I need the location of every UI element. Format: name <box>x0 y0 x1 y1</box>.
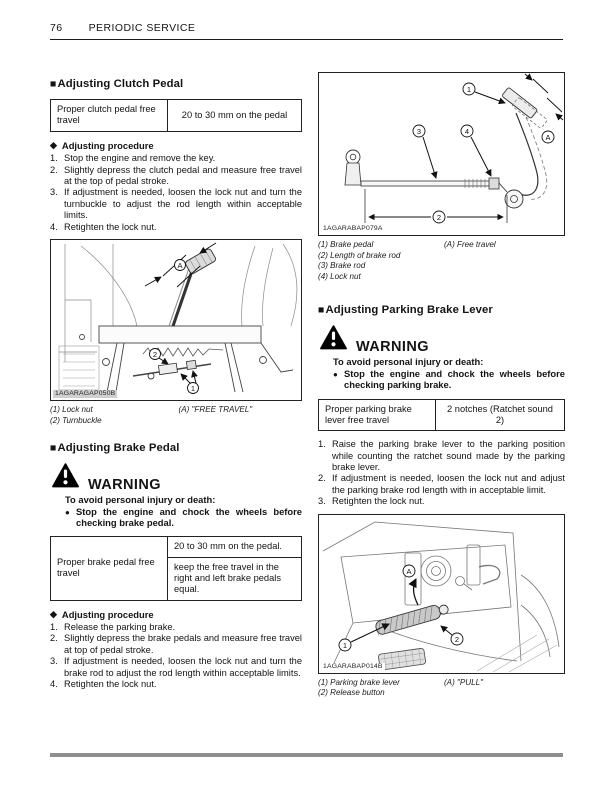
square-bullet-icon: ■ <box>50 78 57 90</box>
warning-title: WARNING <box>88 477 161 494</box>
brake-warning <box>50 463 302 528</box>
step-text: Retighten the lock nut. <box>332 496 425 507</box>
caption-item: (A) "FREE TRAVEL" <box>178 404 253 414</box>
list-item <box>318 496 565 507</box>
step-text: Slightly depress the clutch pedal and measure free travel at the top of pedal stroke. <box>64 164 302 186</box>
step-number: 2. <box>50 633 58 644</box>
warning-bullet-text: Stop the engine and chock the wheels before checking brake pedal. <box>76 505 302 528</box>
brake-procedure-heading <box>50 609 302 621</box>
parking-warning <box>318 325 565 390</box>
list-item <box>50 633 302 656</box>
annotation-4: 4 <box>464 126 470 136</box>
annotation-2: 2 <box>436 212 442 222</box>
annotation-2: 2 <box>152 349 158 359</box>
page-header <box>50 22 563 40</box>
annotation-3: 3 <box>416 126 422 136</box>
annotation-A: A <box>406 566 412 576</box>
annotation-1: 1 <box>190 383 196 393</box>
brake-section-heading <box>50 442 302 454</box>
step-text: If adjustment is needed, loosen the lock nut and adjust the parking brake rod length with in acceptable limit. <box>332 473 565 495</box>
step-number: 4. <box>50 679 58 690</box>
footer-rule <box>50 753 563 757</box>
spec-value-cell: 20 to 30 mm on the pedal. <box>168 537 302 557</box>
clutch-spec-table <box>50 99 302 132</box>
list-item <box>50 656 302 679</box>
step-number: 1. <box>318 439 326 450</box>
caption-item: (2) Turnbuckle <box>50 415 102 425</box>
caption-item: (1) Lock nut <box>50 404 93 414</box>
left-column <box>50 78 302 696</box>
warning-lead: To avoid personal injury or death: <box>333 356 484 368</box>
list-item <box>318 473 565 496</box>
step-text: If adjustment is needed, loosen the lock nut and turn the turnbuckle to adjust the rod length within acceptable limits. <box>64 187 302 221</box>
list-item <box>50 165 302 188</box>
step-number: 1. <box>50 153 58 164</box>
spec-label-cell: Proper parking brake lever free travel <box>319 399 436 431</box>
bullet-icon: ● <box>333 369 338 379</box>
caption-item: (2) Length of brake rod <box>318 250 401 260</box>
spec-value-cell: 2 notches (Ratchet sound 2) <box>436 399 565 431</box>
clutch-pedal-drawing <box>51 240 301 400</box>
right-column <box>318 70 565 715</box>
brake-rod-figure <box>318 72 565 236</box>
parking-brake-drawing <box>319 515 564 673</box>
figure-code: 1AGARABAP079A <box>323 225 383 232</box>
diamond-bullet-icon: ◆ <box>50 139 57 150</box>
brake-steps <box>50 622 302 690</box>
table-row <box>51 100 302 132</box>
annotation-1: 1 <box>466 84 472 94</box>
clutch-procedure-heading <box>50 140 302 152</box>
square-bullet-icon: ■ <box>318 304 325 317</box>
header-rule <box>50 39 563 40</box>
step-number: 3. <box>318 496 326 507</box>
list-item <box>318 439 565 473</box>
warning-title: WARNING <box>356 339 429 356</box>
caption-item: (2) Release button <box>318 688 385 698</box>
caption-item: (1) Brake pedal <box>318 240 374 249</box>
clutch-section-heading <box>50 78 302 90</box>
step-text: Slightly depress the brake pedals and measure free travel at top of pedal stroke. <box>64 633 302 655</box>
warning-bullet <box>333 368 565 391</box>
warning-lead: To avoid personal injury or death: <box>65 494 216 506</box>
warning-triangle-icon <box>52 463 79 493</box>
clutch-steps <box>50 153 302 233</box>
spec-value-cell: keep the free travel in the right and left brake pedals equal. <box>168 557 302 600</box>
table-row <box>319 399 565 431</box>
step-text: Release the parking brake. <box>64 622 176 633</box>
step-number: 4. <box>50 221 58 232</box>
procedure-label: Adjusting procedure <box>61 608 154 620</box>
figure-code: 1AGARAGAP050B <box>55 389 116 397</box>
diamond-bullet-icon: ◆ <box>50 608 57 619</box>
parking-section-heading <box>318 304 565 316</box>
step-text: Stop the engine and remove the key. <box>64 153 216 164</box>
step-text: Raise the parking brake lever to the parking position while counting the ratchet sound made by the parking brake lever. <box>332 439 565 472</box>
parking-brake-figure <box>318 514 565 674</box>
parking-spec-table <box>318 399 565 432</box>
bullet-icon: ● <box>65 507 70 517</box>
list-item <box>50 153 302 164</box>
square-bullet-icon: ■ <box>50 442 57 455</box>
parking-steps <box>318 439 565 507</box>
warning-bullet-text: Stop the engine and chock the wheels before checking parking brake. <box>344 367 565 391</box>
caption-item: (3) Brake rod <box>318 261 366 271</box>
brake-spec-table <box>50 536 302 600</box>
spec-value-cell: 20 to 30 mm on the pedal <box>168 100 302 132</box>
parking-figure-caption <box>318 678 565 699</box>
step-number: 2. <box>318 473 326 484</box>
warning-bullet <box>65 506 302 529</box>
spec-label-cell: Proper brake pedal free travel <box>51 537 168 600</box>
parking-heading-text: Adjusting Parking Brake Lever <box>325 304 493 317</box>
caption-item: (4) Lock nut <box>318 271 361 281</box>
annotation-A: A <box>177 260 183 270</box>
step-number: 3. <box>50 187 58 198</box>
clutch-figure-caption <box>50 405 302 426</box>
step-number: 3. <box>50 656 58 667</box>
clutch-pedal-figure <box>50 239 302 401</box>
list-item <box>50 187 302 221</box>
brake-rod-drawing <box>319 73 564 235</box>
step-text: If adjustment is needed, loosen the lock nut and turn the brake rod to adjust the rod length within acceptable limits. <box>64 656 302 678</box>
annotation-2: 2 <box>454 634 460 644</box>
caption-item: (1) Parking brake lever <box>318 677 400 687</box>
step-number: 2. <box>50 164 58 175</box>
brake-heading-text: Adjusting Brake Pedal <box>57 442 180 455</box>
step-text: Retighten the lock nut. <box>64 221 157 232</box>
annotation-1: 1 <box>342 640 348 650</box>
list-item <box>50 679 302 690</box>
page-number: 76 <box>50 22 63 34</box>
chapter-title: PERIODIC SERVICE <box>88 22 196 34</box>
warning-triangle-icon <box>320 325 347 355</box>
list-item <box>50 622 302 633</box>
brake-figure-caption <box>318 240 565 282</box>
figure-code: 1AGARABAP014B <box>323 662 383 670</box>
step-number: 1. <box>50 622 58 633</box>
table-row <box>51 537 302 557</box>
caption-item: (A) "PULL" <box>443 677 483 687</box>
spec-label-cell: Proper clutch pedal free travel <box>51 100 168 132</box>
caption-item: (A) Free travel <box>443 240 496 249</box>
annotation-A: A <box>545 132 551 142</box>
clutch-heading-text: Adjusting Clutch Pedal <box>57 78 184 90</box>
procedure-label: Adjusting procedure <box>61 139 154 151</box>
step-text: Retighten the lock nut. <box>64 679 157 690</box>
list-item <box>50 222 302 233</box>
